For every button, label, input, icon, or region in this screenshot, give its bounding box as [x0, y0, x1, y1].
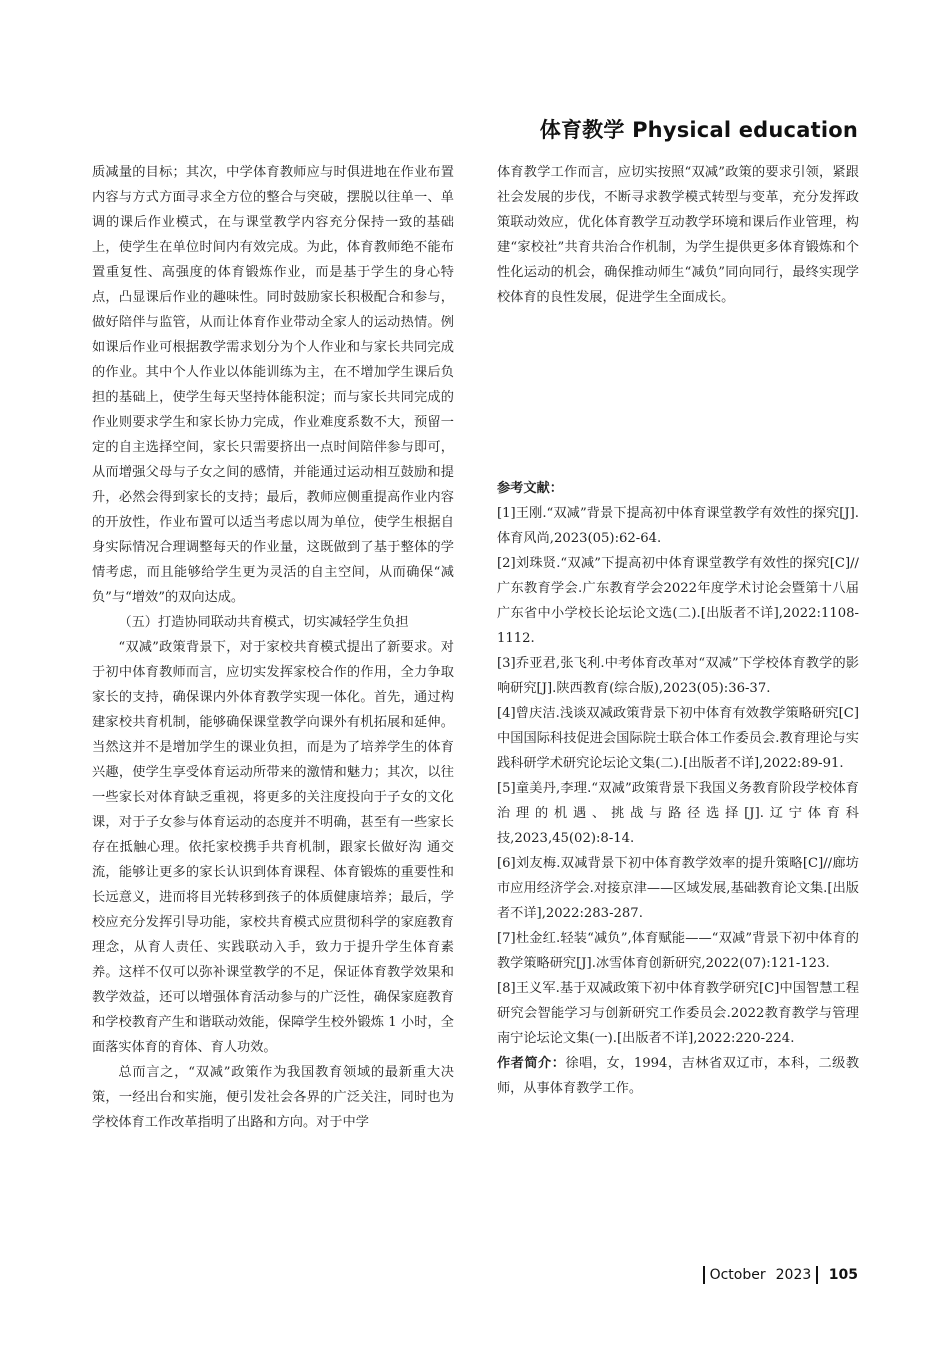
page-number: 105 [828, 1267, 858, 1283]
reference-item: [8]王义军.基于双减政策下初中体育教学研究[C]中国智慧工程研究会智能学习与创新研究工作委员会.2022教育教学与管理南宁论坛论文集(一).[出版者不详],2022:220-224. [497, 981, 859, 1046]
reference-item: [3]乔亚君,张飞利.中考体育改革对“双减”下学校体育教学的影响研究[J].陕西教育(综合版),2023(05):36-37. [497, 656, 859, 696]
author-bio-text: 徐唱，女，1994，吉林省双辽市，本科，二级教师，从事体育教学工作。 [497, 1056, 860, 1096]
reference-item: [6]刘友梅.双减背景下初中体育教学效率的提升策略[C]//廊坊市应用经济学会.对接京津——区域发展,基础教育论文集.[出版者不详],2022:283-287. [497, 856, 859, 921]
body-paragraph: 总而言之，“双减”政策作为我国教育领域的最新重大决策，一经出台和实施，便引发社会各界的广泛关注，同时也为学校体育工作改革指明了出路和方向。对于中学 [92, 1065, 454, 1130]
footer-divider [703, 1266, 705, 1284]
body-paragraph: 体育教学工作而言，应切实按照“双减”政策的要求引领，紧跟社会发展的步伐，不断寻求教学模式转型与变革，充分发挥政策联动效应，优化体育教学互动教学环境和课后作业管理，构建“家校社”共育共治合作机制，为学生提供更多体育锻炼和个性化运动的机会，确保推动师生“减负”同向同行，最终实现学校体育的良性发展，促进学生全面成长。 [497, 165, 859, 305]
reference-item: [1]王刚.“双减”背景下提高初中体育课堂教学有效性的探究[J].体育风尚,2023(05):62-64. [497, 506, 859, 546]
footer-divider [816, 1266, 818, 1284]
reference-item: [4]曾庆洁.浅谈双减政策背景下初中体育有效教学策略研究[C]中国国际科技促进会国际院士联合体工作委员会.教育理论与实践科研学术研究论坛论文集(二).[出版者不详],2022:89-91. [497, 706, 859, 771]
running-header: 体育教学 Physical education [539, 118, 858, 142]
author-bio [497, 1051, 859, 1101]
right-column [497, 160, 859, 1101]
reference-item: [7]杜金红.轻装“减负”,体育赋能——“双减”背景下初中体育的教学策略研究[J].冰雪体育创新研究,2022(07):121-123. [497, 931, 859, 971]
reference-item: [5]童美丹,李理.“双减”政策背景下我国义务教育阶段学校体育治理的机遇、挑战与路径选择[J].辽宁体育科技,2023,45(02):8-14. [497, 781, 859, 846]
author-bio-label: 作者简介： [497, 1056, 566, 1071]
reference-item: [2]刘珠贤.“双减”下提高初中体育课堂教学有效性的探究[C]//广东教育学会.广东教育学会2022年度学术讨论会暨第十八届广东省中小学校长论坛论文选(二).[出版者不详],2022:1108-1112. [497, 556, 859, 646]
body-paragraph: 质减量的目标；其次，中学体育教师应与时俱进地在作业布置内容与方式方面寻求全方位的整合与突破，摆脱以往单一、单调的课后作业模式，在与课堂教学内容充分保持一致的基础上，使学生在单位时间内有效完成。为此，体育教师绝不能布置重复性、高强度的体育锻炼作业，而是基于学生的身心特点，凸显课后作业的趣味性。同时鼓励家长积极配合和参与，做好陪伴与监管，从而让体育作业带动全家人的运动热情。例如课后作业可根据教学需求划分为个人作业和与家长共同完成的作业。其中个人作业以体能训练为主，在不增加学生课后负担的基础上，使学生每天坚持体能积淀；而与家长共同完成的作业则要求学生和家长协力完成，作业难度系数不大，预留一定的自主选择空间，家长只需要挤出一点时间陪伴参与即可，从而增强父母与子女之间的感情，并能通过运动相互鼓励和提升，必然会得到家长的支持；最后，教师应侧重提高作业内容的开放性，作业布置可以适当考虑以周为单位，使学生根据自身实际情况合理调整每天的作业量，这既做到了基于整体的学情考虑，而且能够给学生更为灵活的自主空间，从而确保“减负”与“增效”的双向达成。 [92, 165, 454, 605]
left-column [92, 160, 454, 1135]
section-subheading: （五）打造协同联动共育模式，切实减轻学生负担 [118, 615, 409, 630]
body-paragraph: “双减”政策背景下，对于家校共育模式提出了新要求。对于初中体育教师而言，应切实发挥家校合作的作用，全力争取家长的支持，确保课内外体育教学实现一体化。首先，通过构建家校共育机制，能够确保课堂教学向课外有机拓展和延伸。当然这并不是增加学生的课业负担，而是为了培养学生的体育兴趣，使学生享受体育运动所带来的激情和魅力；其次，以往一些家长对体育缺乏重视，将更多的关注度投向于子女的文化课，对于子女参与体育运动的态度并不明确，甚至有一些家长存在抵触心理。依托家校携手共育机制，跟家长做好沟 通交流，能够让更多的家长认识到体育课程、体育锻炼的重要性和长远意义，进而将目光转移到孩子的体质健康培养；最后，学校应充分发挥引导功能，家校共育模式应贯彻科学的家庭教育理念，从育人责任、实践联动入手，致力于提升学生体育素养。这样不仅可以弥补课堂教学的不足，保证体育教学效果和教学效益，还可以增强体育活动参与的广泛性，确保家庭教育和学校教育产生和谐联动效能，保障学生校外锻炼 1 小时，全面落实体育的育体、育人功效。 [92, 640, 454, 1055]
page-footer [698, 1266, 858, 1284]
footer-month: October [709, 1267, 766, 1283]
footer-year: 2023 [775, 1267, 812, 1283]
references-heading: 参考文献： [497, 481, 563, 496]
column-spacer [497, 310, 859, 476]
